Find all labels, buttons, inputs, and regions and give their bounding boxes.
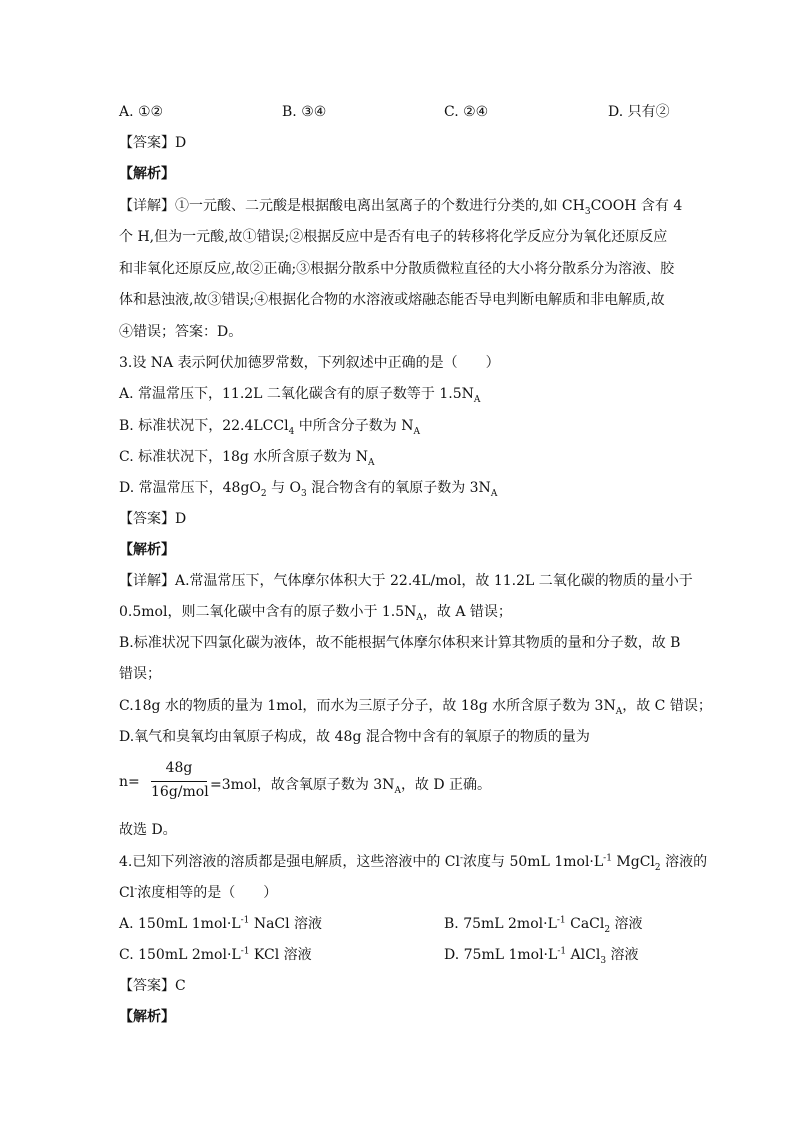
q2-option-c: C. ②④ xyxy=(444,104,489,120)
q2-detail-line-3: 和非氧化还原反应,故②正确;③根据分散系中分散质微粒直径的大小将分散系分为溶液、胶 xyxy=(119,261,675,277)
fraction-rhs: =3mol，故含氧原子数为 $3N_A$，故 D 正确。 xyxy=(210,777,492,796)
q3-option-a: A. 常温常压下，11.2L 二氧化碳含有的原子数等于 $1.5N_A$ xyxy=(119,386,481,405)
q2-option-b: B. ③④ xyxy=(282,104,327,120)
q3-detail-line-1: 【详解】A.常温常压下，气体摩尔体积大于 22.4L/mol，故 11.2L 二氧化碳的物质的量小于 xyxy=(119,573,693,589)
q2-analysis-label: 【解析】 xyxy=(119,166,175,182)
q4-option-c: C. 150mL $2mol\cdot L^{-1}$ KCl 溶液 xyxy=(119,946,312,963)
q4-answer: 【答案】C xyxy=(119,978,186,994)
q2-detail-line-5: ④错误；答案：D。 xyxy=(119,324,243,340)
q2-detail-line-2: 个 H,但为一元酸,故①错误;②根据反应中是否有电子的转移将化学反应分为氧化还原反应 xyxy=(119,229,668,245)
q3-option-d: D. 常温常压下，$48gO_2$ 与 $O_3$ 混合物含有的氧原子数为 $3N_A$ xyxy=(119,480,498,499)
q3-answer: 【答案】D xyxy=(119,511,187,527)
q4-analysis-label: 【解析】 xyxy=(119,1009,175,1025)
q3-analysis-label: 【解析】 xyxy=(119,542,175,558)
q4-stem-line-1: 4.已知下列溶液的溶质都是强电解质，这些溶液中的 Cl-浓度与 50mL $1mol\cdot L^{-1}$ MgCl$_2$ 溶液的 xyxy=(119,853,708,873)
q4-stem-line-2: Cl-浓度相等的是（ ） xyxy=(119,884,278,901)
q2-option-d: D. 只有② xyxy=(608,104,670,120)
fraction-lhs: n= xyxy=(119,774,140,790)
q3-detail-line-5: C.18g 水的物质的量为 1mol，而水为三原子分子，故 18g 水所含原子数为 $3N_A$，故 C 错误； xyxy=(119,698,712,717)
fraction-bar xyxy=(151,781,207,782)
q3-detail-line-3: B.标准状况下四氯化碳为液体，故不能根据气体摩尔体积来计算其物质的量和分子数，故 B xyxy=(119,635,681,651)
q3-option-c: C. 标准状况下，18g 水所含原子数为 $N_A$ xyxy=(119,449,375,468)
q3-conclusion: 故选 D。 xyxy=(119,822,177,838)
q3-fraction-equation xyxy=(119,760,539,804)
q4-option-a: A. 150mL $1mol\cdot L^{-1}$ NaCl 溶液 xyxy=(119,915,323,932)
q4-option-d: D. 75mL $1mol\cdot L^{-1}$ AlCl$_3$ 溶液 xyxy=(444,946,639,966)
q3-detail-line-4: 错误； xyxy=(119,666,161,682)
q3-detail-line-6: D.氧气和臭氧均由氧原子构成，故 48g 混合物中含有的氧原子的物质的量为 xyxy=(119,729,590,745)
q4-option-b: B. 75mL $2mol\cdot L^{-1}$ CaCl$_2$ 溶液 xyxy=(444,915,643,935)
q2-detail-line-4: 体和悬浊液,故③错误;④根据化合物的水溶液或熔融态能否导电判断电解质和非电解质,故 xyxy=(119,292,665,308)
fraction-numerator: 48g xyxy=(165,760,193,776)
q3-detail-line-2: 0.5mol，则二氧化碳中含有的原子数小于 $1.5N_A$，故 A 错误； xyxy=(119,604,512,623)
q2-answer: 【答案】D xyxy=(119,135,187,151)
q2-detail-line-1: 【详解】①一元酸、二元酸是根据酸电离出氢离子的个数进行分类的,如 $CH_3COOH$ 含有 4 xyxy=(119,198,683,217)
q3-option-b: B. 标准状况下，22.4LCCl$_4$ 中所含分子数为 $N_A$ xyxy=(119,418,420,437)
fraction-denominator: 16g/mol xyxy=(151,784,209,800)
q2-option-a: A. ①② xyxy=(119,104,164,120)
q3-stem: 3.设 NA 表示阿伏加德罗常数，下列叙述中正确的是（ ） xyxy=(119,355,500,371)
